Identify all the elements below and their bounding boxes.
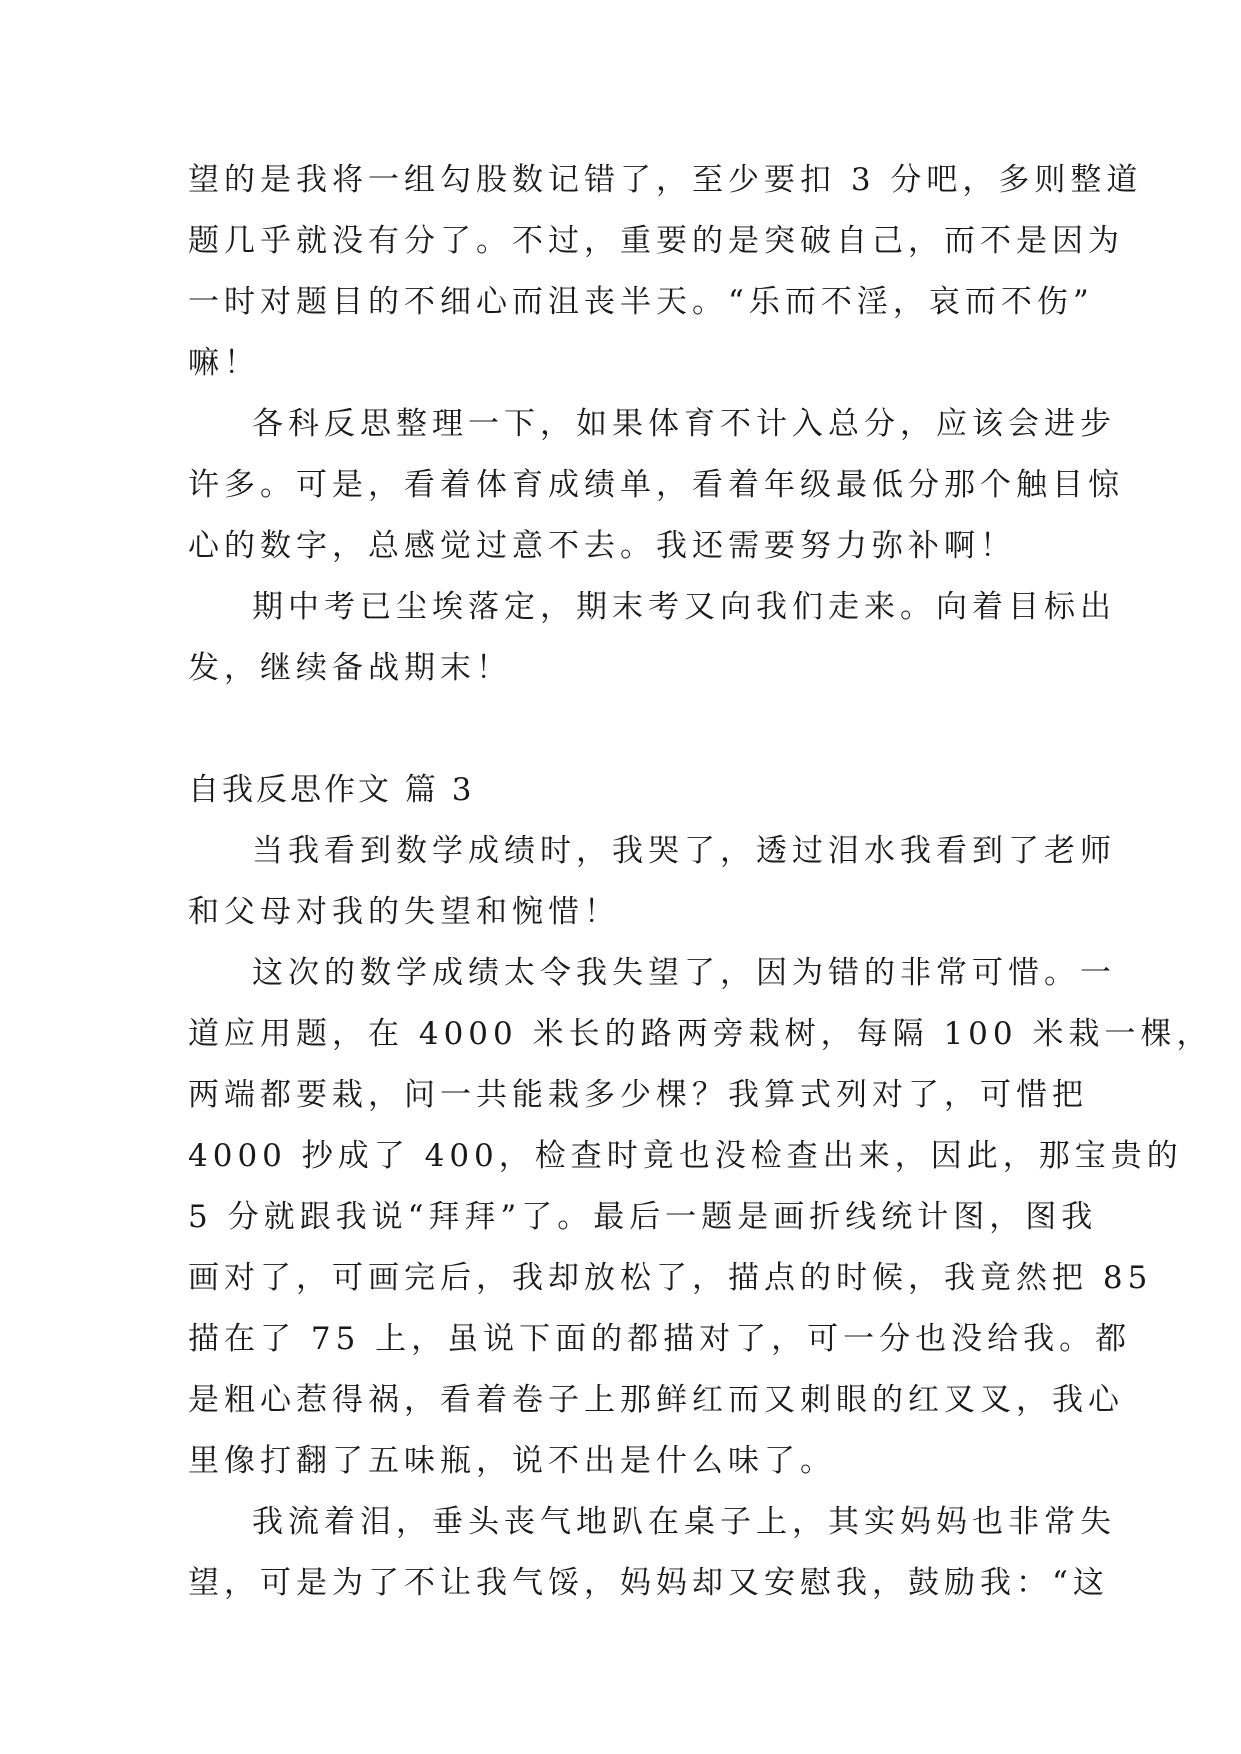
text-line: 望，可是为了不让我气馁，妈妈却又安慰我，鼓励我：“这 xyxy=(188,1565,1109,1601)
text-line: 4000 抄成了 400，检查时竟也没检查出来，因此，那宝贵的 xyxy=(188,1138,1183,1174)
text-line: 发，继续备战期末！ xyxy=(188,650,512,686)
text-line: 是粗心惹得祸，看着卷子上那鲜红而又刺眼的红叉叉，我心 xyxy=(188,1382,1124,1418)
text-line: 许多。可是，看着体育成绩单，看着年级最低分那个触目惊 xyxy=(188,467,1124,503)
text-line: 当我看到数学成绩时，我哭了，透过泪水我看到了老师 xyxy=(252,833,1116,869)
text-line: 嘛！ xyxy=(188,345,260,381)
paragraph-math-mistakes xyxy=(188,943,1213,1492)
text-line: 心的数字，总感觉过意不去。我还需要努力弥补啊！ xyxy=(188,528,1016,564)
text-line: 我流着泪，垂头丧气地趴在桌子上，其实妈妈也非常失 xyxy=(252,1504,1116,1540)
text-line: 5 分就跟我说“拜拜”了。最后一题是画折线统计图，图我 xyxy=(188,1199,1098,1235)
text-line: 道应用题，在 4000 米长的路两旁栽树，每隔 100 米栽一棵， xyxy=(188,1016,1213,1052)
text-line: 里像打翻了五味瓶，说不出是什么味了。 xyxy=(188,1443,836,1479)
text-line: 描在了 75 上，虽说下面的都描对了，可一分也没给我。都 xyxy=(188,1321,1132,1357)
text-line: 这次的数学成绩太令我失望了，因为错的非常可惜。一 xyxy=(252,955,1116,991)
text-line: 一时对题目的不细心而沮丧半天。“乐而不淫，哀而不伤” xyxy=(188,284,1094,320)
essay-text xyxy=(188,150,1213,1614)
paragraph-mother xyxy=(188,1492,1116,1614)
text-line: 两端都要栽，问一共能栽多少棵？我算式列对了，可惜把 xyxy=(188,1077,1088,1113)
text-line: 望的是我将一组勾股数记错了，至少要扣 3 分吧，多则整道 xyxy=(188,162,1143,198)
section-gap xyxy=(188,699,1068,760)
paragraph-reflection xyxy=(188,394,1124,577)
text-line: 题几乎就没有分了。不过，重要的是突破自己，而不是因为 xyxy=(188,223,1124,259)
text-line: 和父母对我的失望和惋惜！ xyxy=(188,894,620,930)
paragraph-continuation xyxy=(188,150,1143,394)
text-line: 期中考已尘埃落定，期末考又向我们走来。向着目标出 xyxy=(252,589,1116,625)
text-line: 各科反思整理一下，如果体育不计入总分，应该会进步 xyxy=(252,406,1116,442)
text-line: 画对了，可画完后，我却放松了，描点的时候，我竟然把 85 xyxy=(188,1260,1153,1296)
section-heading: 自我反思作文 篇 3 xyxy=(188,772,475,808)
paragraph-intro xyxy=(188,821,1116,943)
paragraph-conclusion xyxy=(188,577,1116,699)
